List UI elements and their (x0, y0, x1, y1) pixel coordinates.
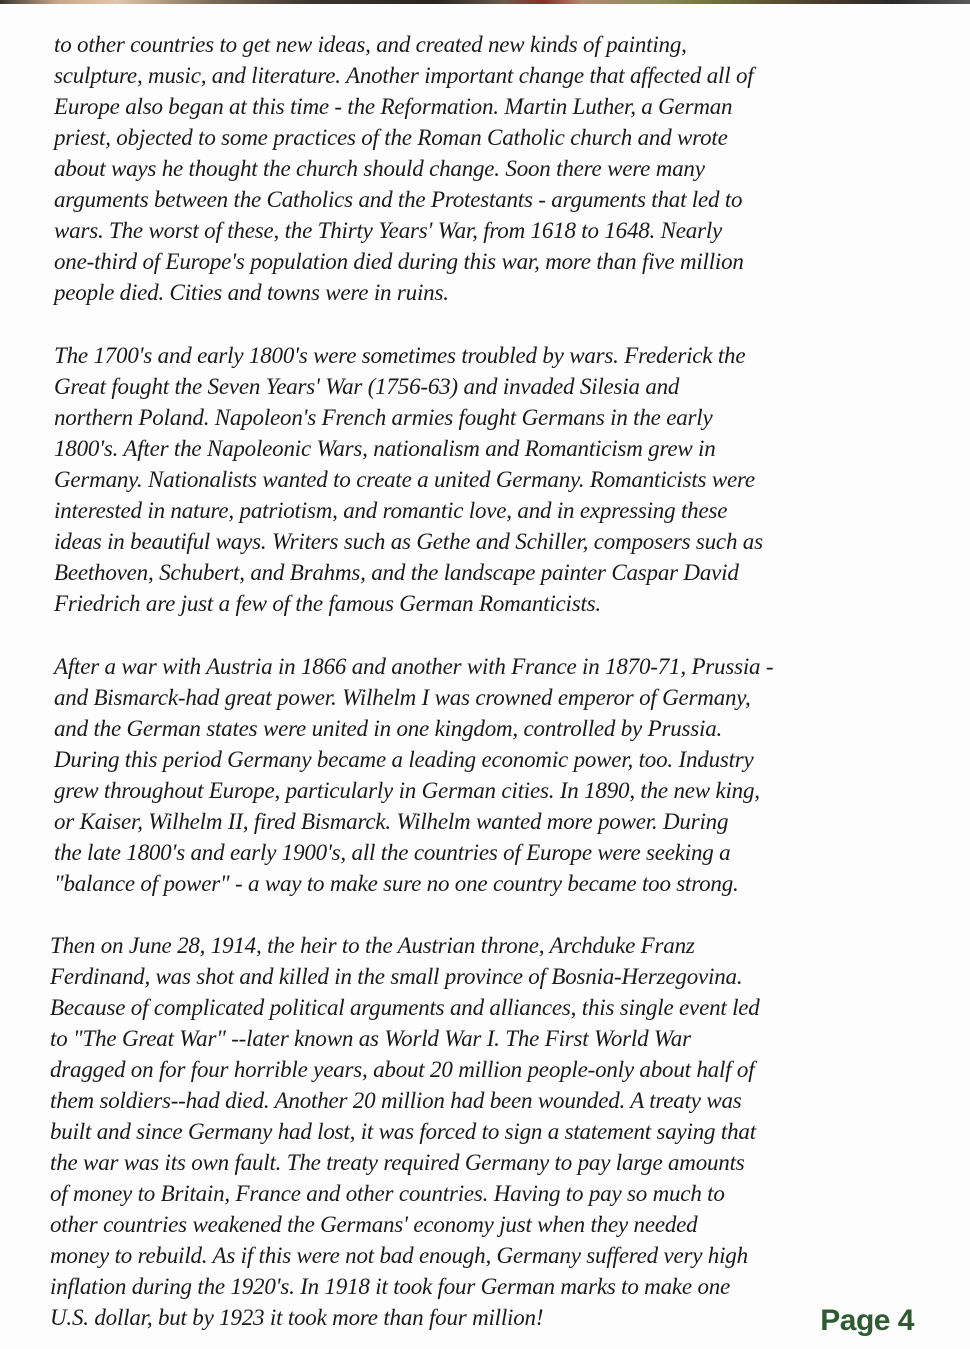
text-line: or Kaiser, Wilhelm II, fired Bismarck. Wilhelm wanted more power. During (54, 809, 729, 834)
text-line: Germany. Nationalists wanted to create a united Germany. Romanticists were (54, 467, 755, 492)
paragraph-reformation (54, 29, 924, 308)
text-line: Because of complicated political arguments and alliances, this single event led (50, 995, 760, 1020)
text-line: interested in nature, patriotism, and romantic love, and in expressing these (54, 498, 728, 523)
text-line: and the German states were united in one kingdom, controlled by Prussia. (54, 716, 723, 741)
text-line: priest, objected to some practices of the Roman Catholic church and wrote (54, 125, 728, 150)
text-line: northern Poland. Napoleon's French armies fought Germans in the early (54, 405, 713, 430)
text-line: 1800's. After the Napoleonic Wars, nationalism and Romanticism grew in (54, 436, 716, 461)
text-line: grew throughout Europe, particularly in German cities. In 1890, the new king, (54, 778, 760, 803)
text-line: the late 1800's and early 1900's, all the countries of Europe were seeking a (54, 840, 731, 865)
paragraph-world-war-one (50, 930, 920, 1333)
text-line: to "The Great War" --later known as World War I. The First World War (50, 1026, 691, 1051)
text-line: of money to Britain, France and other countries. Having to pay so much to (50, 1181, 725, 1206)
text-line: dragged on for four horrible years, about 20 million people-only about half of (50, 1057, 755, 1082)
text-line: Then on June 28, 1914, the heir to the Austrian throne, Archduke Franz (50, 933, 695, 958)
text-line: U.S. dollar, but by 1923 it took more than four million! (50, 1305, 544, 1330)
text-line: During this period Germany became a leading economic power, too. Industry (54, 747, 754, 772)
text-line: built and since Germany had lost, it was forced to sign a statement saying that (50, 1119, 756, 1144)
text-line: about ways he thought the church should change. Soon there were many (54, 156, 705, 181)
text-line: wars. The worst of these, the Thirty Years' War, from 1618 to 1648. Nearly (54, 218, 723, 243)
text-line: inflation during the 1920's. In 1918 it took four German marks to make one (50, 1274, 731, 1299)
text-line: Ferdinand, was shot and killed in the small province of Bosnia-Herzegovina. (50, 964, 743, 989)
text-line: ideas in beautiful ways. Writers such as Gethe and Schiller, composers such as (54, 529, 763, 554)
text-line: the war was its own fault. The treaty required Germany to pay large amounts (50, 1150, 745, 1175)
page-number: Page 4 (820, 1304, 914, 1337)
text-line: Great fought the Seven Years' War (1756-63) and invaded Silesia and (54, 374, 680, 399)
text-line: people died. Cities and towns were in ruins. (54, 280, 449, 305)
text-line: Friedrich are just a few of the famous German Romanticists. (54, 591, 601, 616)
paragraph-unification (54, 651, 924, 899)
text-line: to other countries to get new ideas, and created new kinds of painting, (54, 32, 687, 57)
text-line: money to rebuild. As if this were not bad enough, Germany suffered very high (50, 1243, 748, 1268)
text-line: arguments between the Catholics and the Protestants - arguments that led to (54, 187, 743, 212)
text-line: "balance of power" - a way to make sure no one country became too strong. (54, 871, 739, 896)
text-line: them soldiers--had died. Another 20 million had been wounded. A treaty was (50, 1088, 742, 1113)
text-line: sculpture, music, and literature. Another important change that affected all of (54, 63, 754, 88)
text-line: one-third of Europe's population died during this war, more than five million (54, 249, 744, 274)
text-line: Europe also began at this time - the Reformation. Martin Luther, a German (54, 94, 733, 119)
text-line: After a war with Austria in 1866 and another with France in 1870-71, Prussia - (54, 654, 774, 679)
text-line: other countries weakened the Germans' economy just when they needed (50, 1212, 698, 1237)
text-line: The 1700's and early 1800's were sometimes troubled by wars. Frederick the (54, 343, 746, 368)
text-line: and Bismarck-had great power. Wilhelm I was crowned emperor of Germany, (54, 685, 751, 710)
paragraph-romanticism (54, 340, 924, 619)
text-line: Beethoven, Schubert, and Brahms, and the landscape painter Caspar David (54, 560, 739, 585)
